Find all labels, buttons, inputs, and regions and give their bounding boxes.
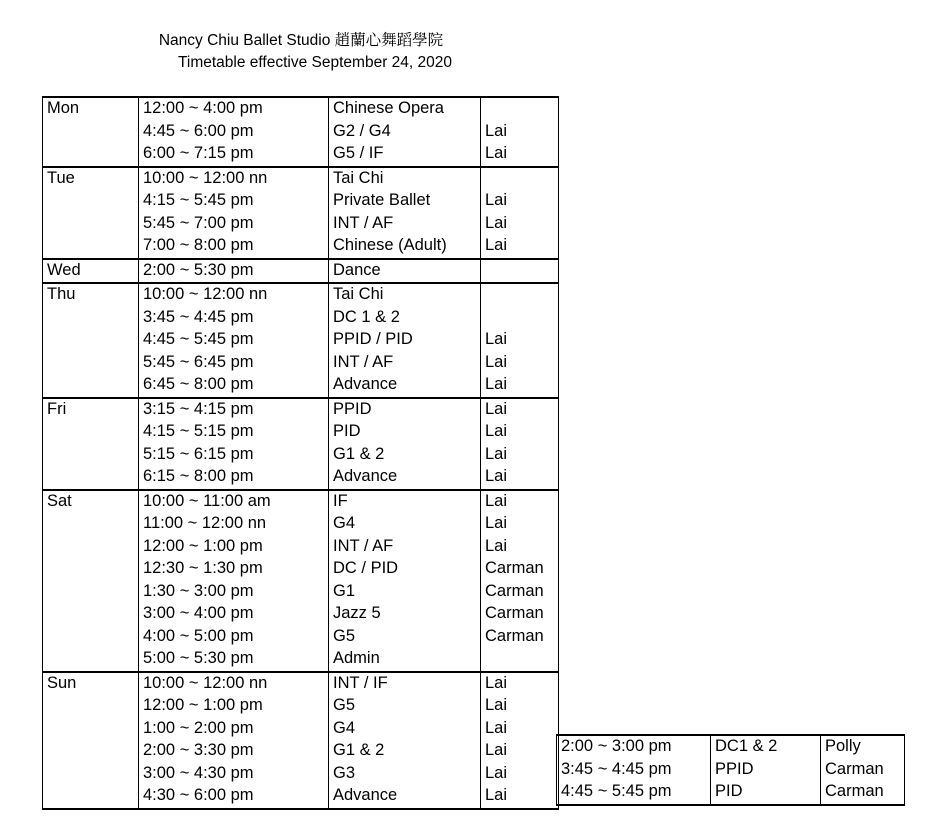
time-cell: 10:00 ~ 12:00 nn: [139, 672, 329, 696]
teacher-cell: Lai: [481, 763, 559, 786]
class-cell: Private Ballet: [329, 190, 481, 213]
time-cell: 2:00 ~ 3:00 pm: [557, 735, 711, 759]
class-cell: PPID / PID: [329, 329, 481, 352]
day-cell: [43, 213, 139, 236]
time-cell: 10:00 ~ 12:00 nn: [139, 167, 329, 191]
teacher-cell: Lai: [481, 143, 559, 167]
time-cell: 4:45 ~ 5:45 pm: [557, 781, 711, 805]
table-row: [43, 513, 559, 536]
day-label: Fri: [43, 398, 139, 422]
time-cell: 11:00 ~ 12:00 nn: [139, 513, 329, 536]
table-row: [43, 121, 559, 144]
teacher-cell: Carman: [481, 603, 559, 626]
class-cell: Chinese (Adult): [329, 235, 481, 259]
teacher-cell: Carman: [481, 581, 559, 604]
class-cell: G4: [329, 513, 481, 536]
day-label: Thu: [43, 283, 139, 307]
time-cell: 5:15 ~ 6:15 pm: [139, 444, 329, 467]
teacher-cell: [481, 283, 559, 307]
time-cell: 6:00 ~ 7:15 pm: [139, 143, 329, 167]
table-row: [557, 735, 905, 759]
day-cell: [43, 558, 139, 581]
day-cell: [43, 444, 139, 467]
time-cell: 12:00 ~ 1:00 pm: [139, 695, 329, 718]
day-cell: [43, 329, 139, 352]
teacher-cell: [481, 167, 559, 191]
class-cell: G4: [329, 718, 481, 741]
table-row: [43, 536, 559, 559]
time-cell: 10:00 ~ 11:00 am: [139, 490, 329, 514]
table-row: [43, 740, 559, 763]
class-cell: Admin: [329, 648, 481, 672]
day-cell: [43, 536, 139, 559]
time-cell: 6:45 ~ 8:00 pm: [139, 374, 329, 398]
teacher-cell: [481, 648, 559, 672]
table-row: [43, 213, 559, 236]
teacher-cell: Lai: [481, 421, 559, 444]
class-cell: PID: [329, 421, 481, 444]
time-cell: 7:00 ~ 8:00 pm: [139, 235, 329, 259]
class-cell: DC1 & 2: [711, 735, 821, 759]
class-cell: Advance: [329, 466, 481, 490]
day-cell: [43, 763, 139, 786]
teacher-cell: Carman: [821, 759, 905, 782]
table-row: [43, 421, 559, 444]
table-row: [43, 558, 559, 581]
teacher-cell: Carman: [821, 781, 905, 805]
teacher-cell: Carman: [481, 626, 559, 649]
day-cell: [43, 581, 139, 604]
class-cell: G5 / IF: [329, 143, 481, 167]
time-cell: 2:00 ~ 5:30 pm: [139, 259, 329, 284]
class-cell: Dance: [329, 259, 481, 284]
teacher-cell: Lai: [481, 374, 559, 398]
teacher-cell: Lai: [481, 329, 559, 352]
table-row: [557, 759, 905, 782]
time-cell: 5:00 ~ 5:30 pm: [139, 648, 329, 672]
class-cell: INT / AF: [329, 352, 481, 375]
teacher-cell: Lai: [481, 444, 559, 467]
teacher-cell: [481, 259, 559, 284]
class-cell: PPID: [711, 759, 821, 782]
class-cell: Jazz 5: [329, 603, 481, 626]
class-cell: PPID: [329, 398, 481, 422]
time-cell: 4:45 ~ 6:00 pm: [139, 121, 329, 144]
table-row: [43, 785, 559, 809]
document-header: [0, 30, 600, 74]
time-cell: 12:00 ~ 4:00 pm: [139, 97, 329, 121]
day-cell: [43, 421, 139, 444]
time-cell: 4:00 ~ 5:00 pm: [139, 626, 329, 649]
teacher-cell: Lai: [481, 213, 559, 236]
class-cell: INT / IF: [329, 672, 481, 696]
day-label: Sun: [43, 672, 139, 696]
day-cell: [43, 603, 139, 626]
table-row: [43, 695, 559, 718]
teacher-cell: Polly: [821, 735, 905, 759]
table-row: [43, 283, 559, 307]
day-cell: [43, 718, 139, 741]
teacher-cell: Lai: [481, 740, 559, 763]
time-cell: 10:00 ~ 12:00 nn: [139, 283, 329, 307]
day-cell: [43, 235, 139, 259]
timetable: [42, 96, 559, 810]
table-row: [43, 626, 559, 649]
table-row: [43, 374, 559, 398]
day-cell: [43, 513, 139, 536]
day-cell: [43, 785, 139, 809]
time-cell: 6:15 ~ 8:00 pm: [139, 466, 329, 490]
class-cell: G2 / G4: [329, 121, 481, 144]
table-row: [43, 466, 559, 490]
table-row: [43, 97, 559, 121]
time-cell: 1:30 ~ 3:00 pm: [139, 581, 329, 604]
day-cell: [43, 626, 139, 649]
table-row: [43, 672, 559, 696]
time-cell: 2:00 ~ 3:30 pm: [139, 740, 329, 763]
studio-name: Nancy Chiu Ballet Studio 趙蘭心舞蹈學院: [158, 32, 444, 49]
table-row: [43, 398, 559, 422]
day-label: Sat: [43, 490, 139, 514]
table-row: [43, 329, 559, 352]
time-cell: 5:45 ~ 6:45 pm: [139, 352, 329, 375]
table-row: [43, 259, 559, 284]
time-cell: 4:15 ~ 5:45 pm: [139, 190, 329, 213]
class-cell: G1 & 2: [329, 444, 481, 467]
table-row: [43, 190, 559, 213]
class-cell: G3: [329, 763, 481, 786]
teacher-cell: Lai: [481, 513, 559, 536]
table-row: [43, 167, 559, 191]
day-label: Wed: [43, 259, 139, 284]
time-cell: 3:00 ~ 4:30 pm: [139, 763, 329, 786]
time-cell: 12:30 ~ 1:30 pm: [139, 558, 329, 581]
class-cell: Advance: [329, 785, 481, 809]
teacher-cell: Lai: [481, 536, 559, 559]
time-cell: 4:30 ~ 6:00 pm: [139, 785, 329, 809]
timetable-effective-date: Timetable effective September 24, 2020: [178, 54, 452, 71]
day-cell: [43, 121, 139, 144]
table-row: [43, 444, 559, 467]
time-cell: 1:00 ~ 2:00 pm: [139, 718, 329, 741]
class-cell: G1: [329, 581, 481, 604]
table-row: [43, 235, 559, 259]
teacher-cell: Lai: [481, 785, 559, 809]
teacher-cell: [481, 97, 559, 121]
table-row: [43, 648, 559, 672]
sunday-extra-timetable: [556, 734, 905, 806]
teacher-cell: Lai: [481, 466, 559, 490]
class-cell: DC 1 & 2: [329, 307, 481, 330]
time-cell: 4:45 ~ 5:45 pm: [139, 329, 329, 352]
day-cell: [43, 695, 139, 718]
time-cell: 12:00 ~ 1:00 pm: [139, 536, 329, 559]
class-cell: Tai Chi: [329, 283, 481, 307]
class-cell: Chinese Opera: [329, 97, 481, 121]
class-cell: Advance: [329, 374, 481, 398]
class-cell: Tai Chi: [329, 167, 481, 191]
table-row: [557, 781, 905, 805]
day-cell: [43, 740, 139, 763]
teacher-cell: [481, 307, 559, 330]
table-row: [43, 581, 559, 604]
time-cell: 5:45 ~ 7:00 pm: [139, 213, 329, 236]
teacher-cell: Lai: [481, 190, 559, 213]
table-row: [43, 143, 559, 167]
day-cell: [43, 307, 139, 330]
teacher-cell: Lai: [481, 718, 559, 741]
teacher-cell: Lai: [481, 672, 559, 696]
class-cell: G5: [329, 695, 481, 718]
teacher-cell: Lai: [481, 235, 559, 259]
teacher-cell: Lai: [481, 490, 559, 514]
table-row: [43, 352, 559, 375]
class-cell: IF: [329, 490, 481, 514]
teacher-cell: Carman: [481, 558, 559, 581]
time-cell: 3:45 ~ 4:45 pm: [139, 307, 329, 330]
time-cell: 3:00 ~ 4:00 pm: [139, 603, 329, 626]
day-cell: [43, 190, 139, 213]
class-cell: G5: [329, 626, 481, 649]
day-cell: [43, 466, 139, 490]
class-cell: INT / AF: [329, 536, 481, 559]
class-cell: G1 & 2: [329, 740, 481, 763]
day-label: Mon: [43, 97, 139, 121]
table-row: [43, 718, 559, 741]
table-row: [43, 307, 559, 330]
class-cell: DC / PID: [329, 558, 481, 581]
teacher-cell: Lai: [481, 695, 559, 718]
day-cell: [43, 143, 139, 167]
time-cell: 4:15 ~ 5:15 pm: [139, 421, 329, 444]
teacher-cell: Lai: [481, 352, 559, 375]
class-cell: PID: [711, 781, 821, 805]
teacher-cell: Lai: [481, 121, 559, 144]
table-row: [43, 603, 559, 626]
day-label: Tue: [43, 167, 139, 191]
day-cell: [43, 648, 139, 672]
class-cell: INT / AF: [329, 213, 481, 236]
teacher-cell: Lai: [481, 398, 559, 422]
day-cell: [43, 374, 139, 398]
table-row: [43, 763, 559, 786]
day-cell: [43, 352, 139, 375]
time-cell: 3:15 ~ 4:15 pm: [139, 398, 329, 422]
table-row: [43, 490, 559, 514]
time-cell: 3:45 ~ 4:45 pm: [557, 759, 711, 782]
